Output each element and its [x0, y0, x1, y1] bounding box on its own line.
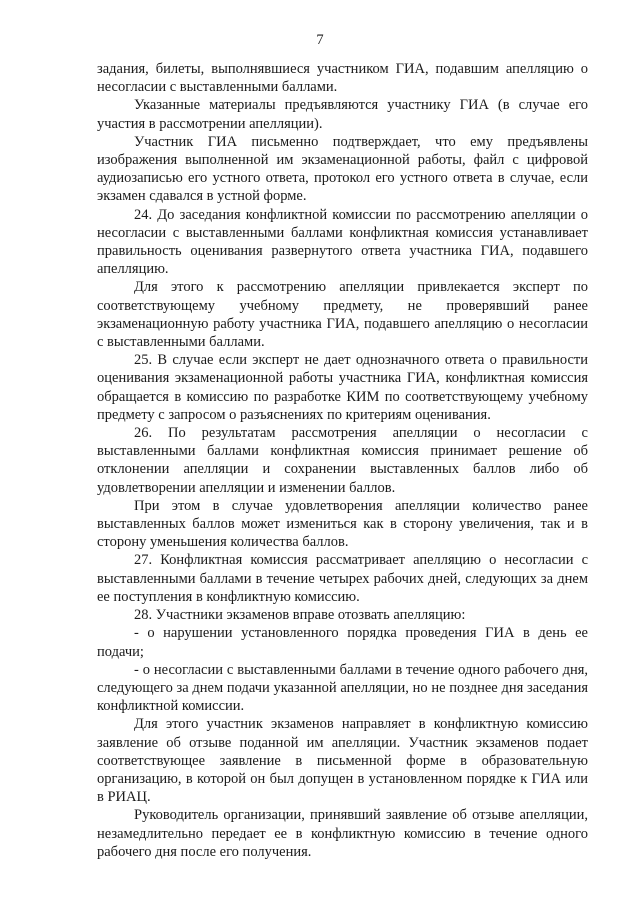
- paragraph-head-of-organization: Руководитель организации, принявший заявление об отзыве апелляции, незамедлительно передает ее в конфликтную комиссию в течение одного рабочего дня после его получения.: [97, 807, 588, 860]
- paragraph-item-26: 26. По результатам рассмотрения апелляции о несогласии с выставленными баллами конфликтная комиссия принимает решение об отклонении апелляции и сохранении выставленных баллов либо об удовлетворении апелляции и изменении баллов.: [97, 425, 588, 496]
- paragraph-score-change: При этом в случае удовлетворения апелляции количество ранее выставленных баллов может измениться как в сторону увеличения, так и в сторону уменьшения количества баллов.: [97, 497, 588, 551]
- paragraph-participant-confirms: Участник ГИА письменно подтверждает, что ему предъявлены изображения выполненной им экзаменационной работы, файл с цифровой аудиозаписью его устного ответа, протокол его устного ответа в случае, если экзамен сдавался в устной форме.: [97, 133, 588, 205]
- paragraph-materials-presented: Указанные материалы предъявляются участнику ГИА (в случае его участия в рассмотрении апелляции).: [97, 97, 588, 132]
- document-body: [97, 60, 588, 861]
- list-item-procedure-violation: - о нарушении установленного порядка проведения ГИА в день ее подачи;: [97, 625, 588, 660]
- paragraph-item-27: 27. Конфликтная комиссия рассматривает апелляцию о несогласии с выставленными баллами в течение четырех рабочих дней, следующих за днем ее поступления в конфликтную комиссию.: [97, 552, 588, 605]
- paragraph-withdrawal-application: Для этого участник экзаменов направляет в конфликтную комиссию заявление об отзыве поданной им апелляции. Участник экзаменов подает соответствующее заявление в письменной форме в образовательную организацию, в которой он был допущен в установленном порядке к ГИА или в РИАЦ.: [97, 716, 588, 806]
- list-item-score-disagreement: - о несогласии с выставленными баллами в течение одного рабочего дня, следующего за днем подачи указанной апелляции, но не позднее дня заседания конфликтной комиссии.: [97, 661, 588, 715]
- page-number: 7: [316, 32, 324, 48]
- paragraph-item-24: 24. До заседания конфликтной комиссии по рассмотрению апелляции о несогласии с выставленными баллами конфликтная комиссия устанавливает правильность оценивания развернутого ответа участника ГИА, подавшего апелляцию.: [97, 206, 588, 278]
- paragraph-expert-involved: Для этого к рассмотрению апелляции привлекается эксперт по соответствующему учебному предмету, не проверявший ранее экзаменационную работу участника ГИА, подавшего апелляцию о несогласии с выставленными баллами.: [97, 279, 588, 351]
- paragraph-item-25: 25. В случае если эксперт не дает однозначного ответа о правильности оценивания экзаменационной работы участника ГИА, конфликтная комиссия обращается в комиссию по разработке КИМ по соответствующему учебному предмету с запросом о разъяснениях по критериям оценивания.: [97, 352, 588, 423]
- paragraph-item-28: 28. Участники экзаменов вправе отозвать апелляцию:: [134, 607, 466, 624]
- paragraph-materials-continued: задания, билеты, выполнявшиеся участником ГИА, подавшим апелляцию о несогласии с выставленными баллами.: [97, 61, 588, 96]
